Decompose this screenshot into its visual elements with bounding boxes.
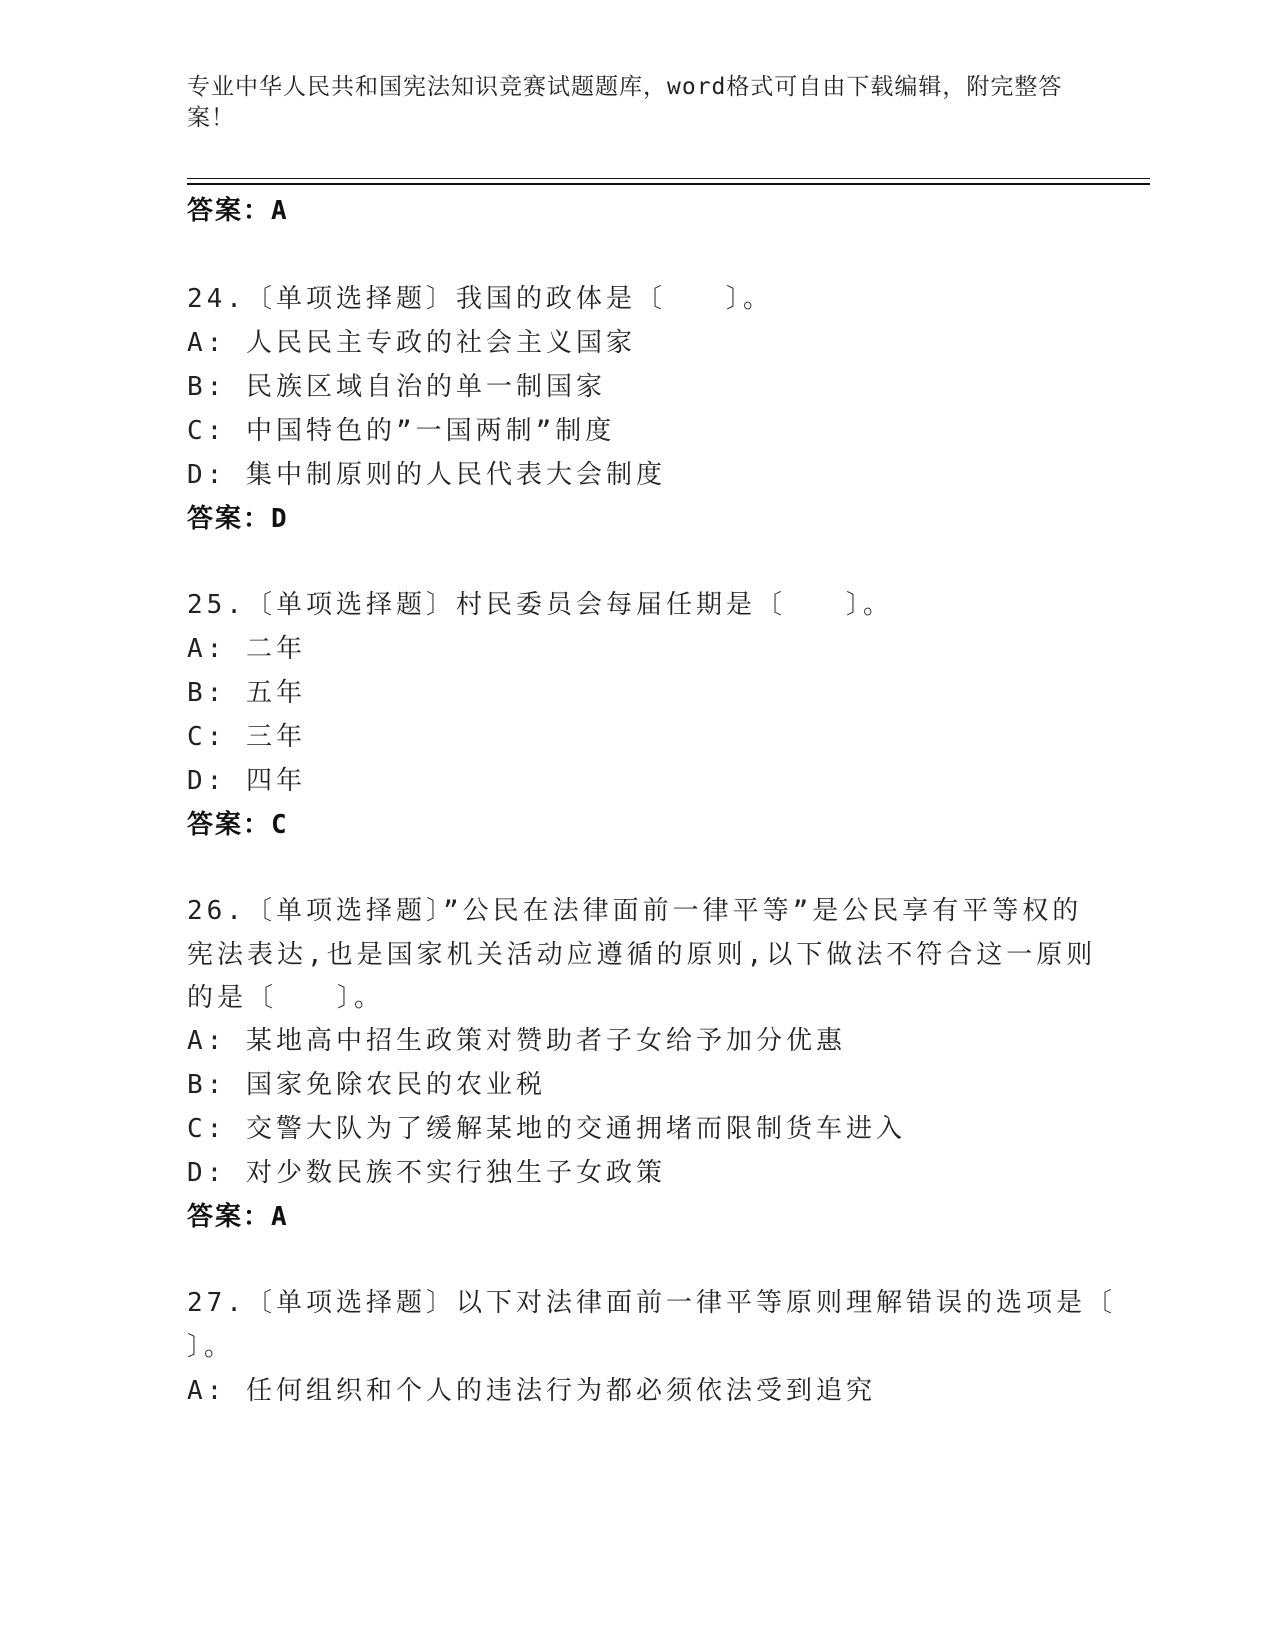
answer-value: C xyxy=(271,810,289,840)
option-b: B: 国家免除农民的农业税 xyxy=(187,1070,546,1100)
answer-label: 答案： xyxy=(187,810,272,840)
answer-line xyxy=(187,1196,289,1233)
answer-label: 答案： xyxy=(187,504,272,534)
answer-line xyxy=(187,804,289,841)
answer-label: 答案： xyxy=(187,1202,272,1232)
answer-value: A xyxy=(271,1202,289,1232)
option-b: B: 五年 xyxy=(187,678,306,708)
option-d: D: 四年 xyxy=(187,766,306,796)
answer-value: D xyxy=(271,504,289,534)
question-stem: 25.〔单项选择题〕村民委员会每届任期是〔 〕。 xyxy=(187,590,893,620)
answer-label: 答案： xyxy=(187,196,272,226)
question-stem-line: 的是〔 〕。 xyxy=(187,983,385,1013)
document-header: 专业中华人民共和国宪法知识竞赛试题题库，word格式可自由下载编辑，附完整答案！ xyxy=(187,74,1063,131)
option-c: C: 中国特色的”一国两制”制度 xyxy=(187,416,616,446)
answer-value: A xyxy=(271,196,289,226)
option-a: A: 人民民主专政的社会主义国家 xyxy=(187,328,636,358)
question-stem-line: 26.〔单项选择题〕”公民在法律面前一律平等”是公民享有平等权的 xyxy=(187,896,1083,926)
option-d: D: 集中制原则的人民代表大会制度 xyxy=(187,460,666,490)
question-stem: 24.〔单项选择题〕我国的政体是〔 〕。 xyxy=(187,284,773,314)
question-stem-line: 27.〔单项选择题〕以下对法律面前一律平等原则理解错误的选项是〔 xyxy=(187,1288,1116,1318)
option-d: D: 对少数民族不实行独生子女政策 xyxy=(187,1158,666,1188)
option-c: C: 三年 xyxy=(187,722,306,752)
answer-line xyxy=(187,498,289,535)
option-a: A: 某地高中招生政策对赞助者子女给予加分优惠 xyxy=(187,1026,846,1056)
option-a: A: 二年 xyxy=(187,634,306,664)
question-stem-line: 〕。 xyxy=(187,1332,235,1362)
header-divider-thick xyxy=(187,183,1150,185)
option-c: C: 交警大队为了缓解某地的交通拥堵而限制货车进入 xyxy=(187,1114,906,1144)
question-stem-line: 宪法表达,也是国家机关活动应遵循的原则,以下做法不符合这一原则 xyxy=(187,940,1097,970)
option-a: A: 任何组织和个人的违法行为都必须依法受到追究 xyxy=(187,1376,876,1406)
option-b: B: 民族区域自治的单一制国家 xyxy=(187,372,606,402)
answer-line xyxy=(187,190,289,227)
header-divider xyxy=(187,178,1150,179)
